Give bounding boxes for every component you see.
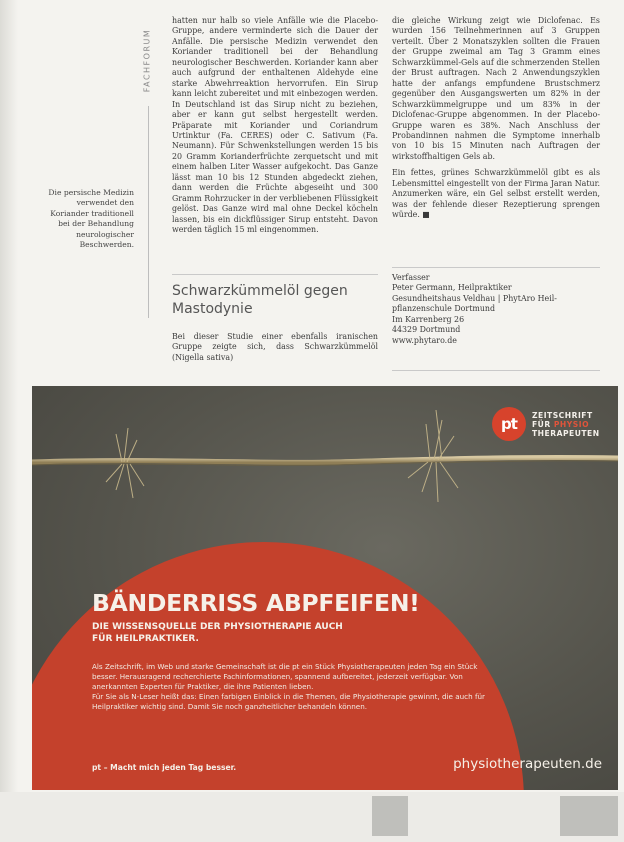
brand-line: THERAPEUTEN (532, 428, 600, 438)
ad-website-link[interactable]: physiotherapeuten.de (453, 756, 602, 772)
author-label: Verfasser (392, 273, 430, 282)
next-page-bleed (0, 792, 624, 842)
margin-caption: Die persische Medizin verwendet den Koriander traditionell bei der Behandlung neurologischer Beschwerden. (48, 188, 134, 250)
brand-logo (492, 407, 600, 441)
author-website-link[interactable]: www.phytaro.de (392, 335, 457, 345)
article-paragraph: die gleiche Wirkung zeigt wie Diclofenac. Es wurden 156 Teilnehmerinnen auf 3 Gruppen verteilt. Über 2 Monatszyklen sollten die Frauen der Gruppe zweimal am Tag 3 Gramm eines Schwarzkümmel-Gels auf die schmerzenden Stellen der Brust auftragen. Nach 2 Anwendungszyklen hatte der anfangs empfundene Brustschmerz gegenüber den Ausgangswerten um 82% in der Schwarzkümmelgruppe und um 83% in der Diclofenac-Gruppe abgenommen. In der Placebo-Gruppe waren es 38%. Nach Anschluss der Probandinnen nahmen die Symptome innerhalb von 10 bis 15 Minuten nach Auftragen der wirkstoffhaltigen Gels ab. (392, 16, 600, 161)
article-subheading: Schwarzkümmelöl gegen Mastodynie (172, 283, 348, 317)
brand-line: ZEITSCHRIFT (532, 410, 593, 420)
author-line: pflanzenschule Dortmund (392, 304, 496, 314)
brand-name (532, 411, 600, 438)
author-line: Gesundheitshaus Veldhau | PhytAro Heil- (392, 293, 557, 303)
section-label-text: FACHFORUM (142, 28, 152, 92)
brand-line: FÜR PHYSIO (532, 419, 590, 429)
advertisement (32, 386, 618, 790)
author-bottom-divider (392, 370, 600, 371)
ad-subheadline: DIE WISSENSQUELLE DER PHYSIOTHERAPIE AUCH FÜR HEILPRAKTIKER. (92, 622, 343, 644)
ad-body-text: Als Zeitschrift, im Web und starke Gemeinschaft ist die pt ein Stück Physiotherapeuten jeden Tag ein Stück besser. Herausragend recherchierte Fachinformationen, spannend aufbereitet, jederzeit verfügbar. Von anerkannten Experten für Praktiker, die ihre Patienten lieben. Für Sie als N-Leser heißt das: Einen farbigen Einblick in die Themen, die Physiotherapie gewinnt, die auch für Heilpraktiker wichtig sind. Damit Sie noch ganzheitlicher behandeln können. (92, 662, 486, 711)
bleed-mark (560, 796, 618, 836)
section-divider (172, 274, 378, 275)
author-block (392, 273, 600, 346)
article-column-left (172, 16, 378, 242)
section-label (140, 20, 154, 100)
article-paragraph: Ein fettes, grünes Schwarzkümmelöl gibt es als Lebensmittel eingestellt von der Firma Jaran Natur. Anzumerken wäre, ein Gel selbst erstellt werden, was der fehlende dieser Rezeptierung sprengen würde. ■ (392, 168, 600, 220)
article-paragraph: hatten nur halb so viele Anfälle wie die Placebo-Gruppe, andere verminderte sich die Dauer der Anfälle. Die persische Medizin verwendet den Koriander traditionell bei der Behandlung neurologischer Beschwerden. Koriander kann aber auch aufgrund der enthaltenen Aldehyde eine starke Abwehrreaktion hervorrufen. Ein Sirup kann leicht zubereitet und mit einbezogen werden. In Deutschland ist das Sirup nicht zu beziehen, aber er kann gut selbst hergestellt werden. Präparate mit Koriander und Coriandrum Urtinktur (Fa. CERES) oder C. Sativum (Fa. Neumann). Für Schwenkstellungen werden 15 bis 20 Gramm Korianderfrüchte zerquetscht und mit einem halben Liter Wasser aufgekocht. Das Ganze lässt man 10 bis 12 Stunden abgedeckt ziehen, dann werden die Früchte abgeseiht und 300 Gramm Rohrzucker in der verbliebenen Flüssigkeit gelöst. Das Ganze wird mal ohne Deckel köcheln lassen, bis ein dickflüssiger Sirup entsteht. Davon werden täglich 15 ml eingenommen. (172, 16, 378, 235)
ad-headline: BÄNDERRISS ABPFEIFEN! (92, 589, 420, 617)
author-line: Peter Germann, Heilpraktiker (392, 283, 512, 293)
author-line: Im Karrenberg 26 (392, 314, 465, 324)
scan-edge (0, 0, 18, 842)
article-continuation: Bei dieser Studie einer ebenfalls iranischen Gruppe zeigte sich, dass Schwarzkümmelöl (Nigella sativa) (172, 332, 378, 362)
author-line: 44329 Dortmund (392, 325, 461, 335)
column-divider (148, 106, 149, 318)
ad-slogan: pt – Macht mich jeden Tag besser. (92, 763, 237, 772)
brand-badge: pt (492, 407, 526, 441)
author-divider (392, 267, 600, 268)
article-column-right (392, 16, 600, 227)
bleed-mark (372, 796, 408, 836)
